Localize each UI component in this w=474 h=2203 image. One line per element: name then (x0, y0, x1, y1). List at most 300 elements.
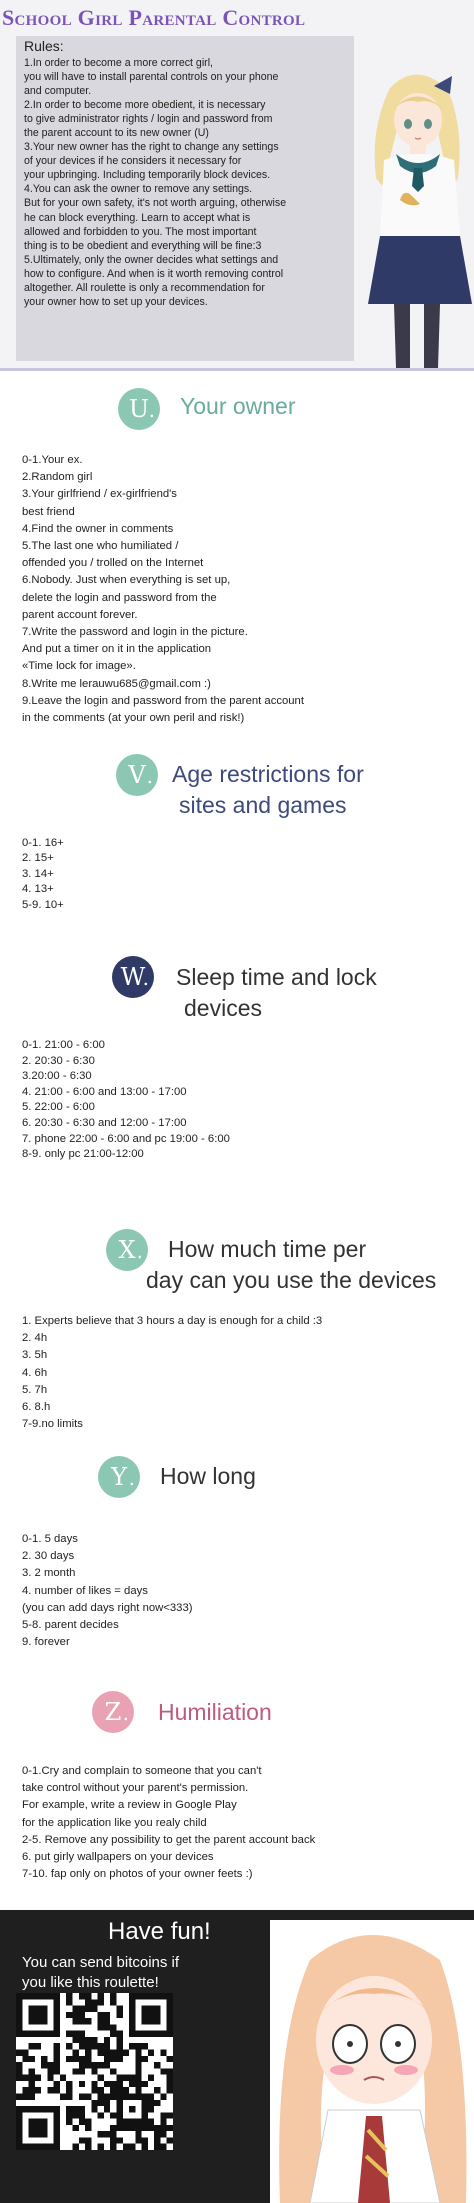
qr-module (167, 2112, 173, 2118)
list-item: 2. 4h (22, 1332, 48, 1345)
qr-module (160, 2125, 166, 2131)
qr-module (79, 2106, 85, 2112)
qr-module (91, 2037, 97, 2043)
list-item: 4. 13+ (22, 883, 54, 896)
qr-module (135, 2125, 141, 2131)
qr-module (160, 2050, 166, 2056)
section-title-line: How long (160, 1463, 256, 1489)
qr-module (66, 2106, 72, 2112)
qr-module (73, 2112, 79, 2118)
bitcoin-note-line: you like this roulette! (22, 1974, 159, 1991)
qr-module (91, 2006, 97, 2012)
list-item: 3.20:00 - 6:30 (22, 1070, 92, 1083)
rules-line: you will have to install parental controls on your phone (24, 71, 279, 84)
qr-module (54, 2050, 60, 2056)
qr-module (110, 2131, 116, 2137)
section-title-line: day can you use the devices (146, 1267, 437, 1293)
qr-module (135, 2081, 141, 2087)
list-item: 4. 21:00 - 6:00 and 13:00 - 17:00 (22, 1085, 187, 1098)
qr-module (123, 2125, 129, 2131)
list-item: 3. 2 month (22, 1567, 76, 1580)
bitcoin-note (22, 1953, 179, 1993)
schoolgirl-illustration (360, 68, 474, 368)
qr-module (91, 2043, 97, 2049)
qr-module (47, 2062, 53, 2068)
qr-module (110, 2137, 116, 2143)
qr-module (142, 2043, 148, 2049)
qr-module (73, 2050, 79, 2056)
list-item: 6. 20:30 - 6:30 and 12:00 - 17:00 (22, 1116, 187, 1129)
qr-module (66, 2031, 72, 2037)
qr-module (73, 2056, 79, 2062)
qr-module (154, 2144, 160, 2150)
qr-module (154, 2131, 160, 2137)
qr-module (85, 2037, 91, 2043)
qr-module (29, 2119, 48, 2138)
qr-module (129, 2106, 135, 2112)
qr-module (167, 2125, 173, 2131)
qr-module (129, 2081, 135, 2087)
list-item: «Time lock for image». (22, 660, 136, 673)
section-badge-u: U . (118, 388, 160, 430)
qr-module (73, 2125, 79, 2131)
qr-module (160, 2112, 166, 2118)
qr-module (148, 2125, 154, 2131)
qr-module (123, 2050, 129, 2056)
qr-module (116, 2050, 122, 2056)
list-item: 5-9. 10+ (22, 898, 64, 911)
list-item: 8-9. only pc 21:00-12:00 (22, 1148, 144, 1161)
qr-module (160, 2068, 166, 2074)
section-title-line: Your owner (180, 393, 296, 419)
qr-module (110, 2056, 116, 2062)
qr-module (116, 2056, 122, 2062)
qr-module (160, 2144, 166, 2150)
section-badge-w: W . (112, 956, 154, 998)
section-title-sleep-time (176, 962, 377, 1024)
qr-module (66, 2056, 72, 2062)
qr-module (85, 2043, 91, 2049)
section-title-your-owner (180, 391, 296, 422)
qr-module (148, 2075, 154, 2081)
qr-module (98, 2087, 104, 2093)
qr-module (54, 2043, 60, 2049)
section-title-line: sites and games (179, 792, 347, 818)
qr-module (142, 2137, 148, 2143)
list-item: in the comments (at your own peril and risk!) (22, 712, 245, 725)
qr-module (41, 2062, 47, 2068)
qr-module (135, 2131, 141, 2137)
rules-line: But for your own safety, it's not worth arguing, otherwise (24, 197, 287, 210)
qr-module (91, 2068, 97, 2074)
qr-module (91, 2106, 97, 2112)
list-item: 5. 7h (22, 1383, 48, 1396)
list-item: 8.Write me lerauwu685@gmail.com :) (22, 677, 211, 690)
qr-module (116, 2087, 122, 2093)
qr-module (98, 2024, 104, 2030)
qr-module (116, 2081, 122, 2087)
qr-module (104, 2081, 110, 2087)
rules-line: 3.Your new owner has the right to change any settings (24, 141, 279, 154)
list-item: 0-1.Cry and complain to someone that you can't (22, 1765, 262, 1777)
qr-module (79, 2081, 85, 2087)
rules-line: he can block everything. Learn to accept what is (24, 211, 251, 224)
qr-module (79, 2112, 85, 2118)
section-badge-z: Z . (92, 1691, 134, 1733)
qr-module (79, 2031, 85, 2037)
qr-module (79, 2012, 85, 2018)
section-title-line: devices (184, 995, 262, 1021)
qr-module (54, 2062, 60, 2068)
qr-module (98, 2100, 104, 2106)
rules-line: allowed and forbidden to you. The most important (24, 225, 257, 238)
rules-line: altogether. All roulette is only a recommendation for (24, 281, 265, 294)
qr-module (135, 2137, 141, 2143)
qr-module (85, 2062, 91, 2068)
qr-module (29, 2087, 35, 2093)
qr-module (135, 2043, 141, 2049)
list-item: 0-1.Your ex. (22, 454, 83, 466)
qr-module (35, 2043, 41, 2049)
qr-module (79, 2018, 85, 2024)
qr-module (104, 2093, 110, 2099)
qr-module (116, 2043, 122, 2049)
section-title-how-long (160, 1461, 256, 1492)
qr-module (104, 2037, 110, 2043)
qr-module (29, 2068, 35, 2074)
qr-module (22, 2050, 28, 2056)
list-item: best friend (22, 505, 75, 518)
list-item: 4. number of likes = days (22, 1584, 148, 1597)
qr-module (167, 2056, 173, 2062)
qr-module (167, 2068, 173, 2074)
list-item: (you can add days right now<333) (22, 1601, 193, 1614)
qr-module (110, 1999, 116, 2005)
qr-module (79, 2062, 85, 2068)
qr-module (29, 2093, 35, 2099)
rules-line: your owner how to set up your devices. (24, 295, 208, 308)
list-item: 2.Random girl (22, 471, 93, 484)
qr-module (104, 2050, 110, 2056)
qr-module (98, 2050, 104, 2056)
qr-module (98, 2112, 104, 2118)
qr-module (154, 2125, 160, 2131)
list-item: delete the login and password from the (22, 591, 217, 604)
qr-module (29, 2043, 35, 2049)
qr-module (47, 2068, 53, 2074)
qr-module (73, 2031, 79, 2037)
qr-module (104, 2062, 110, 2068)
qr-module (148, 2050, 154, 2056)
qr-module (98, 2131, 104, 2137)
rules-line: 4.You can ask the owner to remove any settings. (24, 183, 253, 196)
qr-module (22, 2075, 28, 2081)
qr-module (85, 2119, 91, 2125)
qr-module (66, 2043, 72, 2049)
qr-module (54, 2056, 60, 2062)
qr-module (73, 2012, 79, 2018)
qr-module (73, 2018, 79, 2024)
qr-module (160, 2131, 166, 2137)
qr-module (167, 2087, 173, 2093)
crying-girl-illustration (270, 1920, 474, 2203)
qr-module (110, 2024, 116, 2030)
qr-module (22, 2087, 28, 2093)
qr-module (148, 2119, 154, 2125)
qr-module (123, 2144, 129, 2150)
qr-module (110, 2093, 116, 2099)
qr-module (154, 2137, 160, 2143)
qr-module (35, 2087, 41, 2093)
list-item: 3. 14+ (22, 867, 54, 880)
qr-module (116, 2012, 122, 2018)
qr-module (85, 2144, 91, 2150)
rules-line: thing is to be obedient and everything will be fine:3 (24, 239, 262, 252)
qr-module (73, 2006, 79, 2012)
qr-module (54, 2068, 60, 2074)
qr-module (135, 2068, 141, 2074)
list-item: 3.Your girlfriend / ex-girlfriend's (22, 488, 177, 501)
list-item: 6. put girly wallpapers on your devices (22, 1851, 214, 1864)
qr-module (79, 2006, 85, 2012)
list-item: 9. forever (22, 1636, 70, 1649)
header-divider (0, 368, 474, 371)
qr-module (79, 2037, 85, 2043)
qr-module (22, 2056, 28, 2062)
qr-module (110, 2125, 116, 2131)
qr-module (135, 2075, 141, 2081)
qr-module (16, 2068, 22, 2074)
qr-module (98, 1993, 104, 1999)
list-item: 6.Nobody. Just when everything is set up, (22, 574, 231, 587)
qr-module (29, 2075, 35, 2081)
qr-module (167, 2137, 173, 2143)
qr-module (116, 2075, 122, 2081)
list-item: for the application like you realy child (22, 1816, 207, 1829)
qr-module (142, 2056, 148, 2062)
list-item: For example, write a review in Google Play (22, 1799, 237, 1812)
qr-module (73, 2144, 79, 2150)
qr-module (135, 2062, 141, 2068)
section-title-line: How much time per (168, 1236, 367, 1262)
qr-module (116, 2137, 122, 2143)
list-age-restrictions (22, 836, 64, 913)
list-item: 0-1. 5 days (22, 1533, 78, 1545)
bitcoin-qr-code[interactable] (16, 1993, 173, 2150)
qr-module (79, 2068, 85, 2074)
qr-module (167, 2075, 173, 2081)
list-item: 3. 5h (22, 1349, 48, 1362)
list-item: 4.Find the owner in comments (22, 522, 174, 535)
qr-module (104, 2056, 110, 2062)
qr-module (129, 2125, 135, 2131)
list-item: 7-9.no limits (22, 1418, 83, 1431)
list-item: 9.Leave the login and password from the parent account (22, 694, 304, 707)
list-item: 0-1. 16+ (22, 837, 64, 849)
qr-module (91, 2087, 97, 2093)
qr-module (79, 2056, 85, 2062)
have-fun-heading: Have fun! (108, 1918, 211, 1945)
list-your-owner (22, 452, 304, 727)
qr-module (148, 2106, 154, 2112)
qr-module (16, 2062, 22, 2068)
qr-module (135, 2056, 141, 2062)
qr-module (160, 2093, 166, 2099)
rules-line: and computer. (24, 85, 92, 98)
qr-module (22, 2093, 28, 2099)
qr-module (148, 2100, 154, 2106)
section-title-line: Age restrictions for (172, 761, 364, 787)
section-title-humiliation (158, 1697, 272, 1728)
qr-module (85, 2050, 91, 2056)
qr-module (123, 2075, 129, 2081)
qr-module (116, 2006, 122, 2012)
qr-module (85, 1993, 91, 1999)
qr-module (73, 2037, 79, 2043)
qr-module (85, 2006, 91, 2012)
qr-module (79, 2137, 85, 2143)
page-title: School Girl Parental Control (2, 5, 306, 30)
rules-line: 2.In order to become more obedient, it is necessary (24, 99, 266, 112)
qr-module (116, 2125, 122, 2131)
list-item: 0-1. 21:00 - 6:00 (22, 1039, 105, 1051)
section-title-age-restrictions (172, 759, 364, 821)
qr-module (98, 2075, 104, 2081)
list-how-long (22, 1531, 193, 1651)
qr-module (123, 2087, 129, 2093)
qr-module (66, 2012, 72, 2018)
qr-module (98, 2062, 104, 2068)
qr-module (110, 2031, 116, 2037)
qr-module (135, 2087, 141, 2093)
qr-module (142, 2125, 148, 2131)
qr-module (79, 2043, 85, 2049)
qr-module (98, 2093, 104, 2099)
qr-module (154, 2100, 160, 2106)
qr-module (16, 2050, 22, 2056)
list-item: 2-5. Remove any possibility to get the parent account back (22, 1833, 316, 1846)
section-title-line: Sleep time and lock (176, 964, 377, 990)
qr-module (29, 2081, 35, 2087)
qr-module (110, 2112, 116, 2118)
qr-module (41, 2056, 47, 2062)
qr-module (129, 2144, 135, 2150)
qr-module (73, 2068, 79, 2074)
list-item: 7. phone 22:00 - 6:00 and pc 19:00 - 6:00 (22, 1132, 230, 1145)
rules-line: 5.Ultimately, only the owner decides what settings and (24, 253, 279, 266)
qr-module (98, 2018, 104, 2024)
list-item: 5-8. parent decides (22, 1619, 119, 1632)
qr-module (79, 1993, 85, 1999)
rules-line: your upbringing. Including temporarily block devices. (24, 169, 271, 182)
list-item: 2. 30 days (22, 1550, 75, 1563)
qr-module (91, 2062, 97, 2068)
qr-module (142, 2144, 148, 2150)
qr-module (116, 2037, 122, 2043)
qr-module (29, 2006, 48, 2025)
qr-module (104, 2012, 110, 2018)
qr-module (142, 2081, 148, 2087)
qr-module (104, 2131, 110, 2137)
rules-line: 1.In order to become a more correct girl, (24, 57, 214, 69)
qr-module (104, 2024, 110, 2030)
qr-module (66, 2081, 72, 2087)
qr-module (98, 2043, 104, 2049)
qr-module (104, 2018, 110, 2024)
list-item: 6. 8.h (22, 1401, 51, 1414)
qr-module (66, 2119, 72, 2125)
rules-text (24, 56, 356, 309)
section-title-line: Humiliation (158, 1699, 272, 1725)
list-item: offended you / trolled on the Internet (22, 557, 204, 570)
list-item: parent account forever. (22, 608, 138, 621)
rules-line: to give administrator rights / login and password from (24, 113, 273, 126)
list-item: And put a timer on it in the application (22, 643, 212, 656)
list-item: 1. Experts believe that 3 hours a day is enough for a child :3 (22, 1315, 323, 1327)
bitcoin-note-line: You can send bitcoins if (22, 1954, 180, 1971)
qr-module (47, 2087, 53, 2093)
qr-module (66, 1993, 72, 1999)
qr-module (148, 2093, 154, 2099)
qr-module (91, 1999, 97, 2005)
qr-module (29, 2056, 35, 2062)
qr-module (98, 1999, 104, 2005)
qr-module (85, 2125, 91, 2131)
section-badge-v: V . (116, 754, 158, 796)
qr-module (135, 2050, 141, 2056)
list-humiliation (22, 1763, 315, 1883)
list-item: 5. 22:00 - 6:00 (22, 1101, 95, 1114)
list-item: 2. 15+ (22, 852, 54, 865)
qr-module (16, 2093, 22, 2099)
qr-module (110, 1993, 116, 1999)
qr-module (129, 2043, 135, 2049)
list-item: 4. 6h (22, 1366, 48, 1379)
qr-module (129, 2075, 135, 2081)
qr-module (104, 2043, 110, 2049)
qr-module (104, 2106, 110, 2112)
list-item: 7.Write the password and login in the picture. (22, 626, 248, 639)
section-badge-y: Y . (98, 1456, 140, 1498)
qr-module (110, 2087, 116, 2093)
rules-heading: Rules: (24, 38, 64, 54)
qr-module (110, 2081, 116, 2087)
qr-module (66, 2087, 72, 2093)
qr-module (66, 2093, 72, 2099)
list-item: 7-10. fap only on photos of your owner feets :) (22, 1868, 253, 1881)
section-badge-x: X . (106, 1229, 148, 1271)
qr-module (35, 2075, 41, 2081)
qr-module (85, 1999, 91, 2005)
qr-module (98, 2144, 104, 2150)
list-time-per-day (22, 1313, 322, 1433)
qr-module (60, 2093, 66, 2099)
qr-module (91, 2100, 97, 2106)
qr-module (66, 2112, 72, 2118)
qr-module (60, 2075, 66, 2081)
qr-module (116, 2031, 122, 2037)
list-item: take control without your parent's permission. (22, 1782, 249, 1795)
qr-module (154, 2062, 160, 2068)
qr-module (110, 2050, 116, 2056)
list-item: 2. 20:30 - 6:30 (22, 1054, 95, 1067)
qr-module (154, 2087, 160, 2093)
qr-module (73, 2106, 79, 2112)
qr-module (66, 1999, 72, 2005)
qr-module (104, 2100, 110, 2106)
qr-module (160, 2119, 166, 2125)
qr-module (79, 2119, 85, 2125)
